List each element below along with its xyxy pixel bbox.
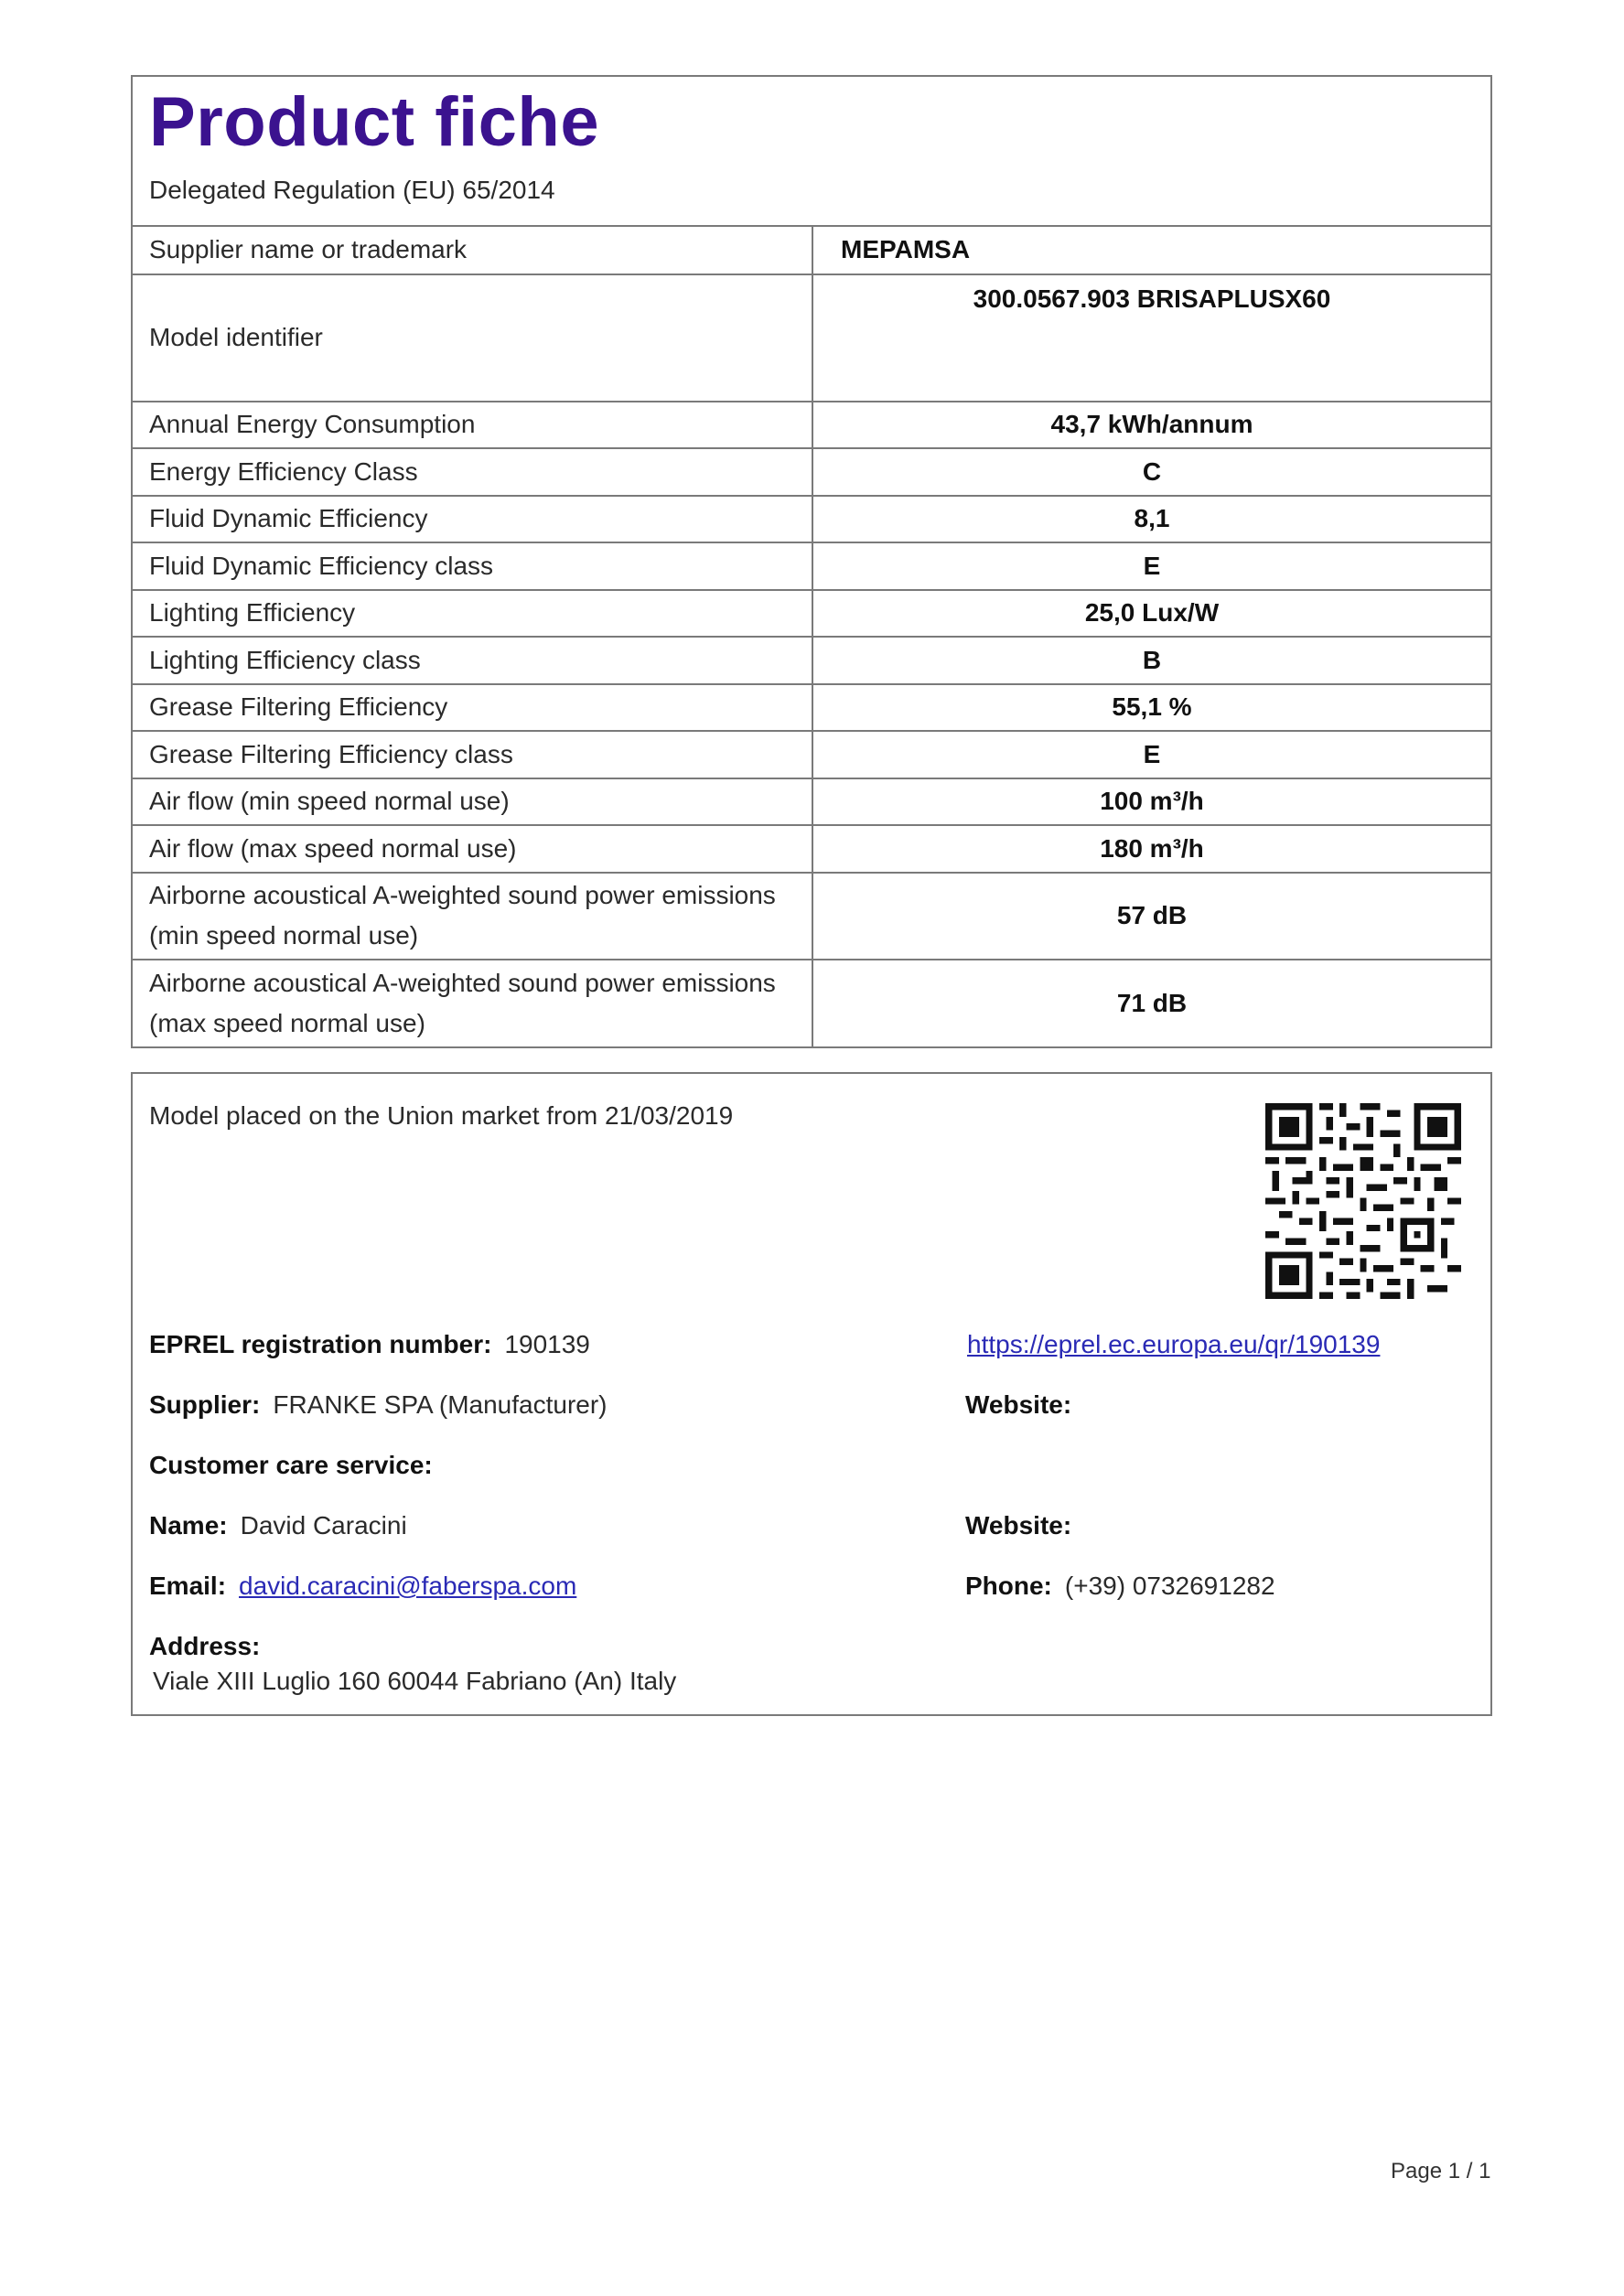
row-label (133, 960, 812, 1046)
row-value: B (812, 637, 1490, 684)
address-value: Viale XIII Luglio 160 60044 Fabriano (An) Italy (153, 1667, 677, 1695)
page-title: Product fiche (149, 83, 600, 161)
table-row (133, 590, 1490, 638)
table-row (133, 402, 1490, 449)
row-value: C (812, 448, 1490, 496)
table-row (133, 778, 1490, 826)
table-row (133, 873, 1490, 960)
website-label: Website: (965, 1511, 1072, 1540)
supplier-label: Supplier: (149, 1390, 261, 1419)
customer-care-label: Customer care service: (149, 1451, 433, 1479)
qr-code-icon[interactable] (1265, 1103, 1461, 1299)
row-value: E (812, 542, 1490, 590)
row-label: Model identifier (133, 274, 812, 402)
phone-value: (+39) 0732691282 (1064, 1572, 1275, 1600)
eprel-link-wrapper (967, 1330, 1380, 1359)
table-row (133, 496, 1490, 543)
row-label: Air flow (max speed normal use) (133, 825, 812, 873)
name-value: David Caracini (240, 1511, 407, 1540)
row-label (133, 873, 812, 960)
table-row (133, 960, 1490, 1046)
row-label: Lighting Efficiency (133, 590, 812, 638)
eprel-label: EPREL registration number: (149, 1330, 492, 1358)
row-value: 43,7 kWh/annum (812, 402, 1490, 449)
row-value: 57 dB (812, 873, 1490, 960)
row-label: Air flow (min speed normal use) (133, 778, 812, 826)
row-label-line: Airborne acoustical A-weighted sound power emissions (149, 881, 776, 909)
product-data-table (133, 227, 1490, 1046)
name-label: Name: (149, 1511, 228, 1540)
market-date-text: Model placed on the Union market from 21/03/2019 (149, 1101, 734, 1130)
website-label: Website: (965, 1390, 1072, 1419)
row-label-line: (min speed normal use) (149, 921, 419, 950)
regulation-reference: Delegated Regulation (EU) 65/2014 (149, 176, 555, 204)
table-row (133, 731, 1490, 778)
row-label: Supplier name or trademark (149, 235, 468, 264)
contact-name-line (149, 1511, 407, 1540)
row-label: Annual Energy Consumption (133, 402, 812, 449)
eprel-link[interactable]: https://eprel.ec.europa.eu/qr/190139 (967, 1330, 1381, 1358)
table-row (133, 448, 1490, 496)
row-value: 8,1 (812, 496, 1490, 543)
supplier-info-box (131, 1072, 1492, 1716)
row-label: Grease Filtering Efficiency (133, 684, 812, 732)
phone-label: Phone: (965, 1572, 1052, 1600)
table-row (133, 684, 1490, 732)
table-row (133, 637, 1490, 684)
row-value: 100 m³/h (812, 778, 1490, 826)
table-row (133, 542, 1490, 590)
row-label: Energy Efficiency Class (133, 448, 812, 496)
address-heading (149, 1632, 273, 1661)
row-value: MEPAMSA (812, 227, 1490, 274)
row-label: Fluid Dynamic Efficiency (133, 496, 812, 543)
supplier-line (149, 1390, 608, 1420)
table-row (133, 227, 1490, 274)
row-value: E (812, 731, 1490, 778)
email-line (149, 1572, 576, 1601)
row-value: 300.0567.903 BRISAPLUSX60 (812, 274, 1490, 402)
row-value: 25,0 Lux/W (812, 590, 1490, 638)
table-row (133, 274, 1490, 402)
page-number: Page 1 / 1 (1391, 2159, 1491, 2183)
email-label: Email: (149, 1572, 227, 1600)
product-fiche-table-box (131, 75, 1492, 1048)
eprel-registration (149, 1330, 590, 1359)
address-label: Address: (149, 1632, 261, 1660)
phone-line (965, 1572, 1275, 1601)
row-label-line: (max speed normal use) (149, 1008, 425, 1037)
website-line-1 (965, 1390, 1084, 1420)
supplier-value: FRANKE SPA (Manufacturer) (273, 1390, 608, 1419)
row-label: Grease Filtering Efficiency class (133, 731, 812, 778)
row-label: Fluid Dynamic Efficiency class (133, 542, 812, 590)
fiche-header (133, 77, 1490, 227)
row-value: 180 m³/h (812, 825, 1490, 873)
row-label: Lighting Efficiency class (133, 637, 812, 684)
eprel-value: 190139 (504, 1330, 590, 1358)
table-row (133, 825, 1490, 873)
email-link[interactable]: david.caracini@faberspa.com (239, 1572, 577, 1600)
row-value: 55,1 % (812, 684, 1490, 732)
website-line-2 (965, 1511, 1084, 1540)
row-value: 71 dB (812, 960, 1490, 1046)
row-label-line: Airborne acoustical A-weighted sound power emissions (149, 968, 776, 997)
customer-care-heading (149, 1451, 446, 1480)
